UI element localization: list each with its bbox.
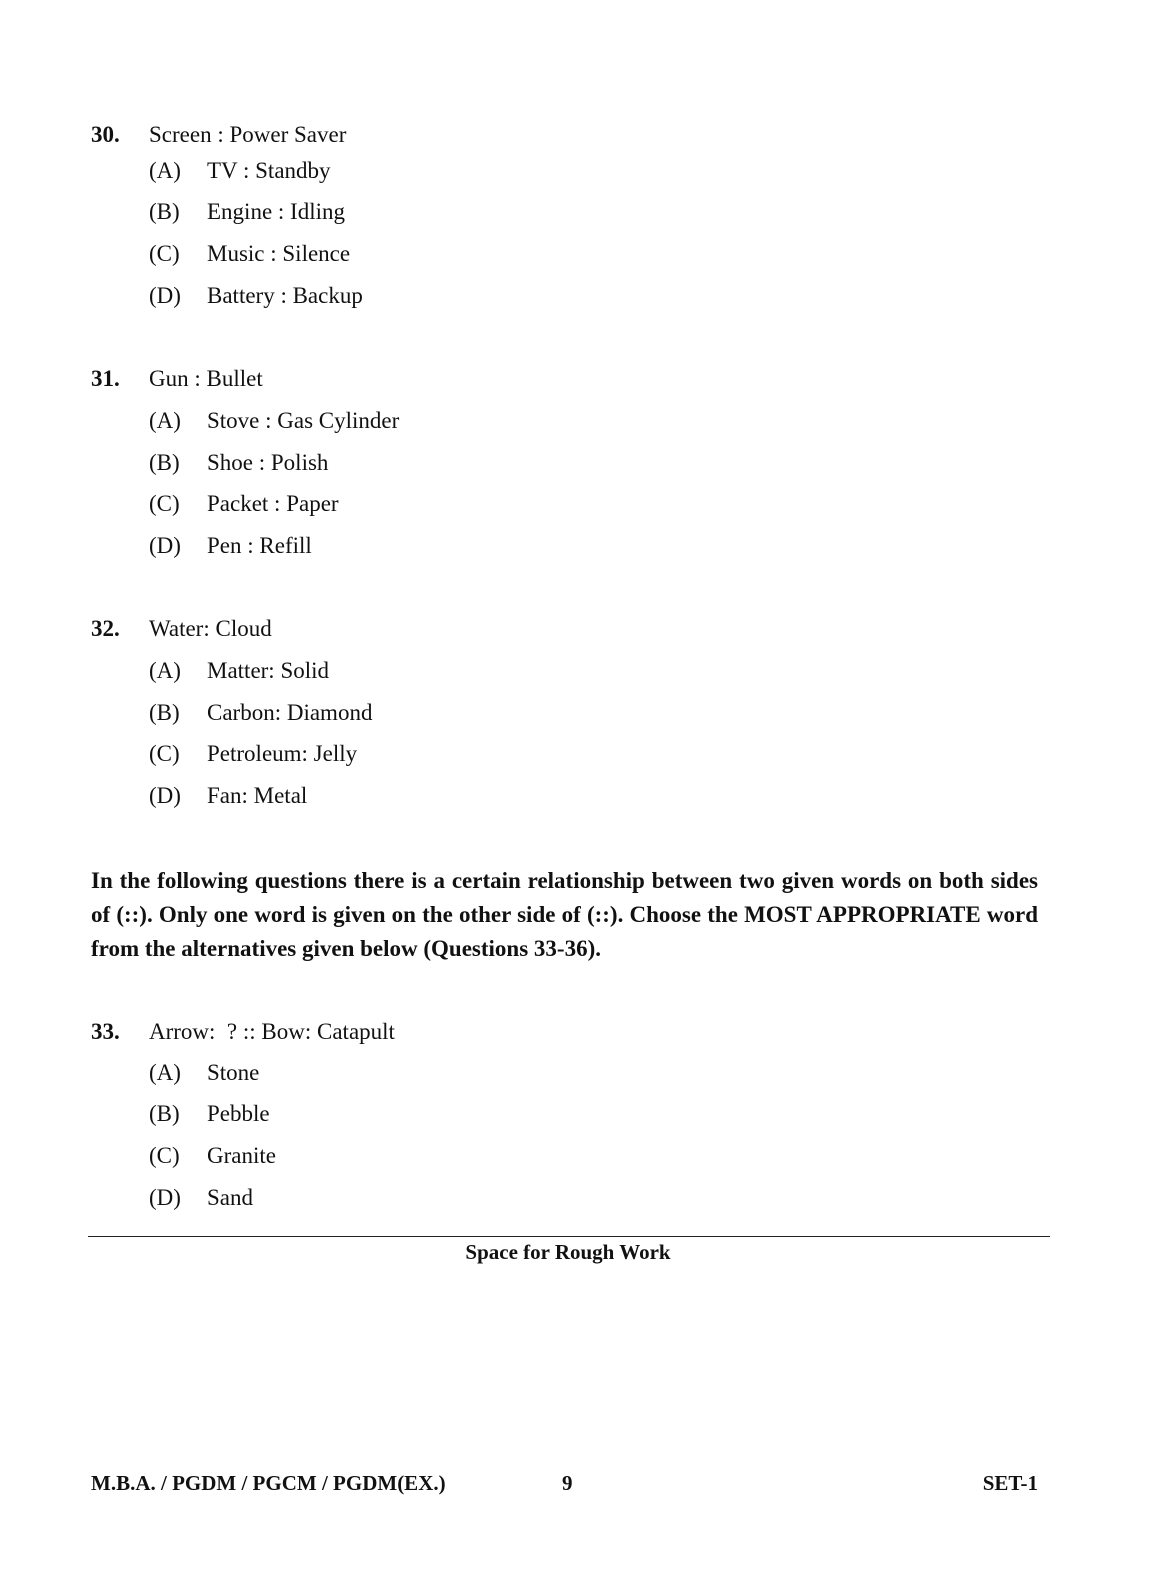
footer-set: SET-1 <box>982 1471 1038 1495</box>
option-d: (D) Battery : Backup <box>149 283 363 308</box>
question-number: 30. <box>91 122 120 147</box>
option-d: (D) Pen : Refill <box>149 533 312 558</box>
question-text: Arrow: ? :: Bow: Catapult <box>149 1019 395 1044</box>
option-b: (B) Pebble <box>149 1101 270 1126</box>
question-number: 31. <box>91 366 120 391</box>
option-b: (B) Carbon: Diamond <box>149 700 373 725</box>
option-c: (C) Petroleum: Jelly <box>149 741 358 766</box>
divider-line <box>88 1236 1050 1237</box>
option-c: (C) Packet : Paper <box>149 491 339 516</box>
option-b: (B) Shoe : Polish <box>149 450 329 475</box>
question-text: Gun : Bullet <box>149 366 263 391</box>
option-a: (A) Stone <box>149 1060 260 1085</box>
option-d: (D) Sand <box>149 1185 253 1210</box>
option-b: (B) Engine : Idling <box>149 199 345 224</box>
option-c: (C) Music : Silence <box>149 241 351 266</box>
question-text: Water: Cloud <box>149 616 272 641</box>
option-a: (A) TV : Standby <box>149 158 331 183</box>
section-instruction: In the following questions there is a certain relationship between two given words on both sides of (::). Only one word is given on the other side of (::). Choose the MOST APPROPRIATE word from the alternatives given below (Questions 33-36). <box>91 868 1038 961</box>
question-text: Screen : Power Saver <box>149 122 347 147</box>
footer-page-number: 9 <box>562 1471 573 1495</box>
footer-course: M.B.A. / PGDM / PGCM / PGDM(EX.) <box>91 1471 446 1495</box>
rough-work-heading: Space for Rough Work <box>465 1240 671 1264</box>
question-number: 33. <box>91 1019 120 1044</box>
option-d: (D) Fan: Metal <box>149 783 308 808</box>
option-c: (C) Granite <box>149 1143 276 1168</box>
option-a: (A) Matter: Solid <box>149 658 330 683</box>
question-number: 32. <box>91 616 120 641</box>
option-a: (A) Stove : Gas Cylinder <box>149 408 400 433</box>
